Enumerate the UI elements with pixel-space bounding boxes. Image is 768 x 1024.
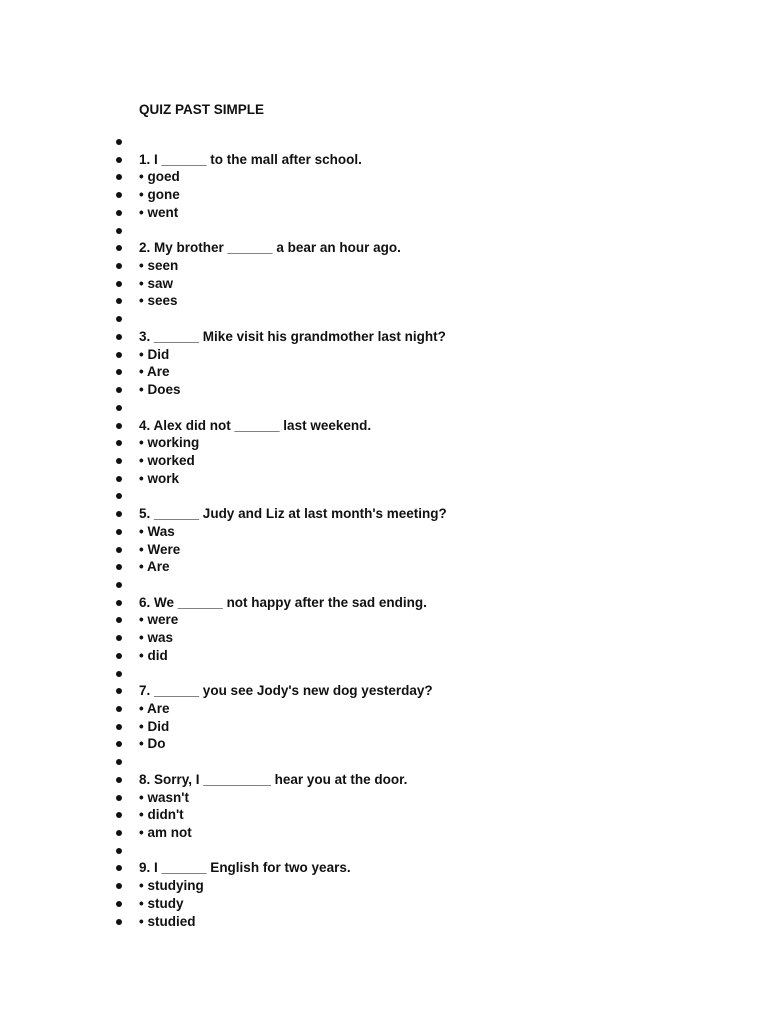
- question-text: 5. ______ Judy and Liz at last month's meeting?: [139, 506, 447, 522]
- bullet-icon: [116, 706, 122, 712]
- option-row: [0, 718, 768, 736]
- question-row: [0, 417, 768, 435]
- option-text: • went: [139, 204, 179, 220]
- option-row: [0, 806, 768, 824]
- bullet-icon: [116, 174, 122, 180]
- bullet-icon: [116, 369, 122, 375]
- option-row: [0, 204, 768, 222]
- list-item-blank: [0, 487, 768, 505]
- list-item-blank: [0, 842, 768, 860]
- list-item-blank: [0, 310, 768, 328]
- list-item-blank: [0, 753, 768, 771]
- bullet-icon: [116, 405, 122, 411]
- question-text: 7. ______ you see Jody's new dog yesterday?: [139, 683, 433, 699]
- question-row: [0, 151, 768, 169]
- bullet-icon: [116, 529, 122, 535]
- question-text: 2. My brother ______ a bear an hour ago.: [139, 240, 401, 256]
- bullet-icon: [116, 848, 122, 854]
- bullet-icon: [116, 741, 122, 747]
- option-row: [0, 629, 768, 647]
- option-text: • saw: [139, 275, 173, 291]
- bullet-icon: [116, 865, 122, 871]
- list-item-blank: [0, 576, 768, 594]
- bullet-icon: [116, 635, 122, 641]
- bullet-icon: [116, 777, 122, 783]
- option-text: • gone: [139, 187, 180, 203]
- option-row: [0, 168, 768, 186]
- option-text: • working: [139, 435, 200, 451]
- question-text: 1. I ______ to the mall after school.: [139, 151, 362, 167]
- bullet-icon: [116, 334, 122, 340]
- question-row: [0, 328, 768, 346]
- question-row: [0, 239, 768, 257]
- bullet-icon: [116, 493, 122, 499]
- option-text: • were: [139, 612, 179, 628]
- question-text: 4. Alex did not ______ last weekend.: [139, 417, 372, 433]
- page-title: QUIZ PAST SIMPLE: [139, 102, 265, 117]
- option-row: [0, 470, 768, 488]
- option-row: [0, 895, 768, 913]
- question-row: [0, 682, 768, 700]
- option-row: [0, 558, 768, 576]
- option-text: • worked: [139, 452, 195, 468]
- bullet-icon: [116, 564, 122, 570]
- bullet-icon: [116, 724, 122, 730]
- option-row: [0, 913, 768, 931]
- option-text: • wasn't: [139, 789, 189, 805]
- option-text: • am not: [139, 825, 192, 841]
- bullet-icon: [116, 281, 122, 287]
- bullet-icon: [116, 263, 122, 269]
- option-row: [0, 275, 768, 293]
- bullet-icon: [116, 298, 122, 304]
- option-row: [0, 434, 768, 452]
- option-row: [0, 541, 768, 559]
- bullet-icon: [116, 582, 122, 588]
- bullet-icon: [116, 617, 122, 623]
- quiz-list: [0, 133, 768, 930]
- bullet-icon: [116, 458, 122, 464]
- bullet-icon: [116, 883, 122, 889]
- question-text: 8. Sorry, I _________ hear you at the door.: [139, 771, 408, 787]
- option-row: [0, 186, 768, 204]
- option-row: [0, 824, 768, 842]
- bullet-icon: [116, 812, 122, 818]
- bullet-icon: [116, 228, 122, 234]
- bullet-icon: [116, 901, 122, 907]
- bullet-icon: [116, 919, 122, 925]
- option-row: [0, 292, 768, 310]
- question-row: [0, 594, 768, 612]
- option-row: [0, 452, 768, 470]
- option-row: [0, 877, 768, 895]
- bullet-icon: [116, 387, 122, 393]
- option-text: • Did: [139, 346, 170, 362]
- bullet-icon: [116, 547, 122, 553]
- option-row: [0, 611, 768, 629]
- question-text: 6. We ______ not happy after the sad ending.: [139, 594, 427, 610]
- bullet-icon: [116, 192, 122, 198]
- list-item-blank: [0, 665, 768, 683]
- option-text: • seen: [139, 258, 179, 274]
- option-text: • Are: [139, 559, 170, 575]
- option-text: • didn't: [139, 807, 184, 823]
- option-row: [0, 789, 768, 807]
- option-text: • goed: [139, 169, 180, 185]
- bullet-icon: [116, 352, 122, 358]
- option-row: [0, 346, 768, 364]
- option-text: • sees: [139, 293, 178, 309]
- bullet-icon: [116, 759, 122, 765]
- bullet-icon: [116, 245, 122, 251]
- bullet-icon: [116, 440, 122, 446]
- question-row: [0, 859, 768, 877]
- bullet-icon: [116, 830, 122, 836]
- bullet-icon: [116, 139, 122, 145]
- option-row: [0, 363, 768, 381]
- list-item-blank: [0, 399, 768, 417]
- option-text: • study: [139, 895, 184, 911]
- option-text: • studying: [139, 878, 204, 894]
- question-row: [0, 771, 768, 789]
- bullet-icon: [116, 157, 122, 163]
- option-text: • Do: [139, 736, 166, 752]
- option-text: • Are: [139, 701, 170, 716]
- question-text: 9. I ______ English for two years.: [139, 860, 351, 876]
- list-item-blank: [0, 222, 768, 240]
- option-row: [0, 647, 768, 665]
- option-text: • Are: [139, 364, 170, 380]
- question-row: [0, 505, 768, 523]
- bullet-icon: [116, 423, 122, 429]
- list-item-blank: [0, 133, 768, 151]
- question-text: 3. ______ Mike visit his grandmother last night?: [139, 328, 446, 344]
- option-row: [0, 700, 768, 718]
- option-text: • Did: [139, 718, 170, 734]
- option-text: • work: [139, 470, 179, 486]
- bullet-icon: [116, 511, 122, 517]
- option-text: • was: [139, 630, 173, 646]
- bullet-icon: [116, 210, 122, 216]
- option-row: [0, 523, 768, 541]
- bullet-icon: [116, 600, 122, 606]
- bullet-icon: [116, 795, 122, 801]
- option-row: [0, 735, 768, 753]
- option-text: • Was: [139, 523, 175, 539]
- option-text: • Does: [139, 382, 181, 398]
- bullet-icon: [116, 671, 122, 677]
- option-text: • did: [139, 647, 168, 663]
- bullet-icon: [116, 316, 122, 322]
- bullet-icon: [116, 688, 122, 694]
- option-text: • Were: [139, 541, 181, 557]
- option-text: • studied: [139, 913, 196, 929]
- bullet-icon: [116, 653, 122, 659]
- bullet-icon: [116, 476, 122, 482]
- option-row: [0, 257, 768, 275]
- option-row: [0, 381, 768, 399]
